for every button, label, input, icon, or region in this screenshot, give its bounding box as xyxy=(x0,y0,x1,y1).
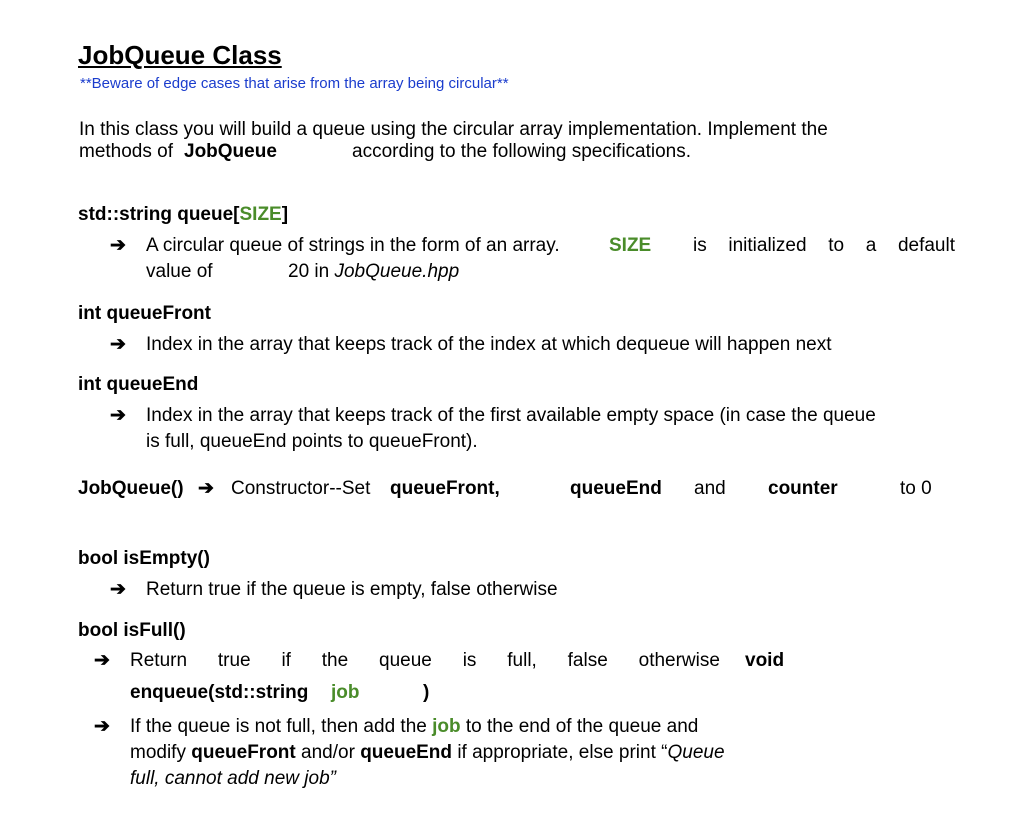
intro-line-2 xyxy=(79,141,955,163)
enqueue-paren: ) xyxy=(423,682,430,703)
isempty-desc: Return true if the queue is empty, false otherwise xyxy=(146,579,558,600)
queuefront-desc: Index in the array that keeps track of the index at which dequeue will happen next xyxy=(146,334,832,355)
isfull-signature: bool isFull() xyxy=(78,620,186,641)
constructor-signature: JobQueue() xyxy=(78,478,184,499)
void-keyword: void xyxy=(745,650,785,671)
size-keyword: SIZE xyxy=(239,204,282,225)
queueend-signature: int queueEnd xyxy=(78,374,199,395)
arrow-icon: ➔ xyxy=(110,334,126,355)
constructor-text: Constructor--Set xyxy=(231,478,371,499)
constructor-field-queuefront: queueFront, xyxy=(390,478,500,499)
size-keyword: SIZE xyxy=(609,235,652,256)
arrow-icon: ➔ xyxy=(94,650,110,671)
signature-text: ] xyxy=(281,204,289,225)
queueend-desc-2: is full, queueEnd points to queueFront). xyxy=(146,431,478,452)
isempty-signature: bool isEmpty() xyxy=(78,548,210,569)
circular-warning: **Beware of edge cases that arise from the array being circular** xyxy=(80,75,509,92)
isfull-word: Return xyxy=(130,650,188,671)
isfull-desc xyxy=(130,650,720,672)
intro-text: according to the following specifications. xyxy=(352,141,692,162)
enqueue-desc-1 xyxy=(130,716,698,738)
intro-text: methods of xyxy=(79,141,173,162)
job-param: job xyxy=(331,682,360,703)
queue-signature xyxy=(78,204,288,226)
enqueue-desc-2 xyxy=(130,742,725,764)
queue-desc-e xyxy=(288,261,459,283)
isfull-word: if xyxy=(281,650,291,671)
arrow-icon: ➔ xyxy=(110,405,126,426)
header-filename: JobQueue.hpp xyxy=(334,261,460,282)
intro-line-1: In this class you will build a queue using the circular array implementation. Implement the xyxy=(79,119,828,140)
isfull-word: the xyxy=(321,650,349,671)
enqueue-desc-3: full, cannot add new job” xyxy=(130,768,336,789)
queue-desc-d: value of xyxy=(146,261,213,282)
enqueue-text: and/or xyxy=(301,742,355,763)
constructor-to-zero: to 0 xyxy=(900,478,932,499)
enqueue-text: to the end of the queue and xyxy=(465,716,699,737)
enqueue-text: If the queue is not full, then add the xyxy=(130,716,427,737)
enqueue-text: modify xyxy=(130,742,186,763)
queuefront-ref: queueFront xyxy=(191,742,296,763)
constructor-and: and xyxy=(694,478,726,499)
arrow-icon: ➔ xyxy=(110,579,126,600)
page-title: JobQueue Class xyxy=(78,40,282,70)
queue-desc-a: A circular queue of strings in the form of an array. xyxy=(146,235,560,256)
enqueue-signature: enqueue(std::string xyxy=(130,682,309,703)
enqueue-text: if appropriate, else print “ xyxy=(457,742,668,763)
constructor-field-queueend: queueEnd xyxy=(570,478,662,499)
isfull-word: true xyxy=(217,650,251,671)
job-param: job xyxy=(432,716,461,737)
isfull-word: full, xyxy=(507,650,537,671)
isfull-word: is xyxy=(462,650,477,671)
queueend-ref: queueEnd xyxy=(360,742,453,763)
queue-desc-text: 20 in xyxy=(288,261,330,282)
intro-paragraph xyxy=(79,119,955,163)
queue-desc-c: is initialized to a default xyxy=(693,235,955,256)
arrow-icon: ➔ xyxy=(198,478,214,499)
isfull-word: false xyxy=(567,650,608,671)
queuefront-signature: int queueFront xyxy=(78,303,211,324)
queueend-desc-1: Index in the array that keeps track of the first available empty space (in case the queue xyxy=(146,405,876,426)
constructor-field-counter: counter xyxy=(768,478,838,499)
arrow-icon: ➔ xyxy=(110,235,126,256)
signature-text: std::string queue[ xyxy=(78,204,240,225)
arrow-icon: ➔ xyxy=(94,716,110,737)
isfull-word: queue xyxy=(379,650,432,671)
isfull-word: otherwise xyxy=(638,650,720,671)
error-message: Queue xyxy=(667,742,725,763)
intro-class-name: JobQueue xyxy=(184,141,277,162)
